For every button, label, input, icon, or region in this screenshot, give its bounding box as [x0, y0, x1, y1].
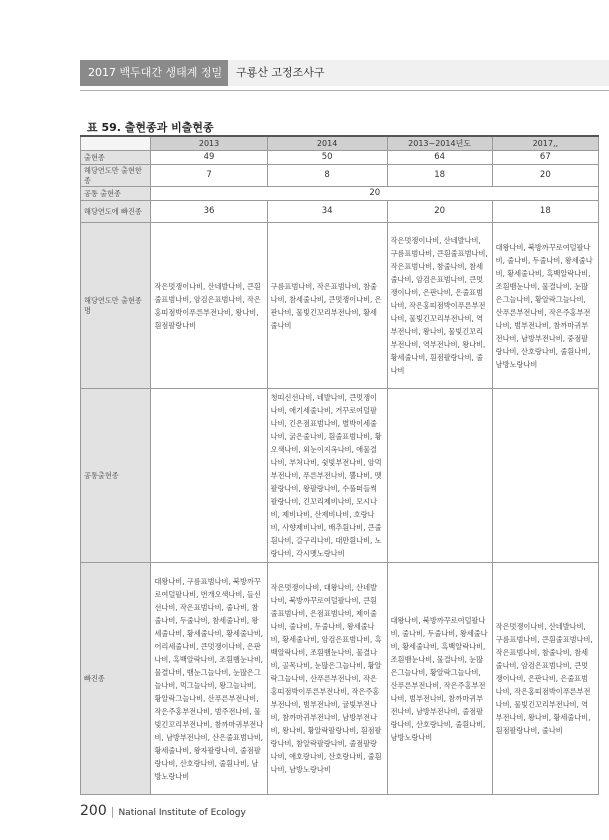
- table-row: [81, 165, 599, 187]
- header-report-title: 2017 백두대간 생태계 정밀조사: [80, 60, 228, 86]
- species-table: [80, 135, 599, 795]
- table-cell: 청띠신선나비, 네발나비, 큰멋쟁이나비, 애기세줄나비, 거꾸로여덜팔나비, 긴은점표범나비, 별박이세줄나비, 굵은줄나비, 흰줄표범나비, 황오색나비, 외눈이지옥나비, 애물결나비, 부처나비, 쉿빛부전나비, 암먹부전나비, 푸른부전나비, 뿔나비, 멧팔랑나비, 왕팔랑나비, 수풀떠들썩팔랑나비, 긴꼬리제비나비, 모시나비, 제비나비, 산제비나비, 호랑나비, 사향제비나비, 배추흰나비, 큰줄흰나비, 갈구리나비, 대만흰나비, 노랑나비, 각시멧노랑나비: [267, 389, 387, 563]
- table-row: [81, 201, 599, 223]
- table-row: [81, 187, 599, 201]
- table-cell: 8: [267, 165, 387, 187]
- table-cell: [387, 389, 492, 563]
- table-row: [81, 563, 599, 795]
- header-divider: [80, 90, 609, 91]
- table-cell: 구름표범나비, 작은표범나비, 참줄나비, 참세줄나비, 큰멋쟁이나비, 은판나비, 물빛긴꼬리부전나비, 황세줄나비: [267, 223, 387, 389]
- table-cell: 49: [151, 151, 267, 165]
- table-cell: 36: [151, 201, 267, 223]
- table-row: [81, 389, 599, 563]
- table-cell: 작은멋쟁이나비, 산네발나비, 구름표범나비, 큰흰줄표범나비, 작은표범나비, 참줄나비, 참세줄나비, 암검은표범나비, 큰멋쟁이나비, 은판나비, 은줄표범나비, 작은홍띠점박이푸른부전나비, 물빛긴꼬리부전나비, 역부전나비, 왕나비, 황세줄나비, 흰점팔랑나비, 줄나비: [492, 563, 598, 795]
- page-footer: [80, 803, 246, 819]
- table-cell: 18: [492, 201, 598, 223]
- table-cell: 67: [492, 151, 598, 165]
- table-cell: 20: [151, 187, 599, 201]
- table-cell: 64: [387, 151, 492, 165]
- table-cell: 작은멋쟁이나비, 산네발나비, 구름표범나비, 큰흰줄표범나비, 작은표범나비, 참줄나비, 참세줄나비, 암검은표범나비, 큰멋쟁이나비, 은판나비, 은줄표범나비, 작은홍띠점박이푸른부전나비, 물빛긴꼬리부전나비, 역부전나비, 왕나비, 물빛긴꼬리부전나비, 역부전나비, 왕나비, 황세줄나비, 흰점팔랑나비, 줄나비: [387, 223, 492, 389]
- column-header-2017: 2017,,: [492, 136, 598, 151]
- row-label-missing-count: 해당연도에 빠진종: [81, 201, 151, 223]
- header-corner-cell: [81, 136, 151, 151]
- table-cell: 20: [492, 165, 598, 187]
- table-row: [81, 151, 599, 165]
- table-cell: [151, 389, 267, 563]
- row-label-new-count: 해당연도만 출현한 종: [81, 165, 151, 187]
- table-cell: 작은멋쟁이나비, 대왕나비, 산네발나비, 북방까꾸로여덜팔나비, 큰흰줄표범나비, 은점표범나비, 제이줄나비, 줄나비, 두줄나비, 왕세줄나비, 황세줄나비, 암검은표범나비, 흑백알락나비, 조흰뱀눈나비, 물결나비, 골목나비, 눈많은그늘나비, 황알락그늘나비, 산푸른부전나비, 작은홍띠점박이푸른부전나비, 작은주홍부전나비, 범부전나비, 귤빛부전나비, 참까마귀부전나비, 남방부전나비, 왕나비, 황알락팔랑나비, 흰점팔랑나비, 참알락팔랑나비, 줄점팔랑나비, 애호랑나비, 산호랑나비, 줄흰나비, 남방노랑나비: [267, 563, 387, 795]
- table-cell: 20: [387, 201, 492, 223]
- table-cell: 대왕나비, 구름표범나비, 북방까꾸로여덜팔나비, 번개오색나비, 들신선나비, 작은표범나비, 줄나비, 참줄나비, 두줄나비, 참세줄나비, 왕세줄나비, 황세줄나비, 황세줄나비, 어리세줄나비, 큰멋쟁이나비, 은판나비, 흑백알락나비, 조흰뱀눈나비, 물결나비, 뱀눈그늘나비, 눈많은그늘나비, 먹그늘나비, 왕그늘나비, 황알락그늘나비, 산푸른부전나비, 작은주홍부전나비, 범주전나비, 물빛긴꼬리부전나비, 참까마귀부전나비, 남방부전나비, 산은줄표범나비, 황세줄나비, 왕자팔랑나비, 줄점팔랑나비, 산호랑나비, 줄흰나비, 남방노랑나비: [151, 563, 267, 795]
- table-cell: 대왕나비, 북방까꾸로여덜팔나비, 줄나비, 두줄나비, 왕세줄나비, 황세줄나비, 흑백알락나비, 조흰뱀눈나비, 물결나비, 눈많은그늘나비, 황알락그늘나비, 산푸른부전나비, 작은주홍부전나비, 범부전나비, 참까마귀부전나비, 남방부전나비, 줄점팔랑나비, 산호랑나비, 줄흰나비, 남방노랑나비: [387, 563, 492, 795]
- header-section-title: 구룡산 고정조사구: [228, 60, 609, 86]
- table-cell: 18: [387, 165, 492, 187]
- column-header-2014: 2014: [267, 136, 387, 151]
- table-cell: 50: [267, 151, 387, 165]
- running-header: [0, 60, 609, 105]
- footer-institute: National Institute of Ecology: [118, 808, 246, 818]
- table-cell: 34: [267, 201, 387, 223]
- row-label-common-species: 공통출현종: [81, 389, 151, 563]
- row-label-common-count: 공통 출현종: [81, 187, 151, 201]
- table-row: [81, 223, 599, 389]
- row-label-new-species: 해당연도만 출현종명: [81, 223, 151, 389]
- table-cell: 7: [151, 165, 267, 187]
- table-header-row: [81, 136, 599, 151]
- row-label-missing-species: 빠진종: [81, 563, 151, 795]
- row-label-species-count: 출현종: [81, 151, 151, 165]
- column-header-2013: 2013: [151, 136, 267, 151]
- column-header-2013-2014: 2013~2014년도: [387, 136, 492, 151]
- table-cell: 대왕나비, 북방까꾸로여덜팔나비, 줄나비, 두줄나비, 왕세줄나비, 황세줄나비, 흑백알락나비, 조흰뱀눈나비, 물결나비, 눈많은그늘나비, 황알락그늘나비, 산푸른부전나비, 작은주홍부전나비, 범부전나비, 참까마귀부전나비, 남방부전나비, 중점팔랑나비, 산호랑나비, 줄흰나비, 남방노랑나비: [492, 223, 598, 389]
- footer-separator: |: [110, 805, 115, 818]
- table-cell: [492, 389, 598, 563]
- page-number: 200: [80, 803, 107, 819]
- table-title: 표 59. 출현종과 비출현종: [87, 121, 214, 134]
- table-cell: 작은멋쟁이나비, 산네발나비, 큰흰줄표범나비, 암검은표범나비, 작은홍띠점박이푸른부전나비, 왕나비, 흰점팔랑나비: [151, 223, 267, 389]
